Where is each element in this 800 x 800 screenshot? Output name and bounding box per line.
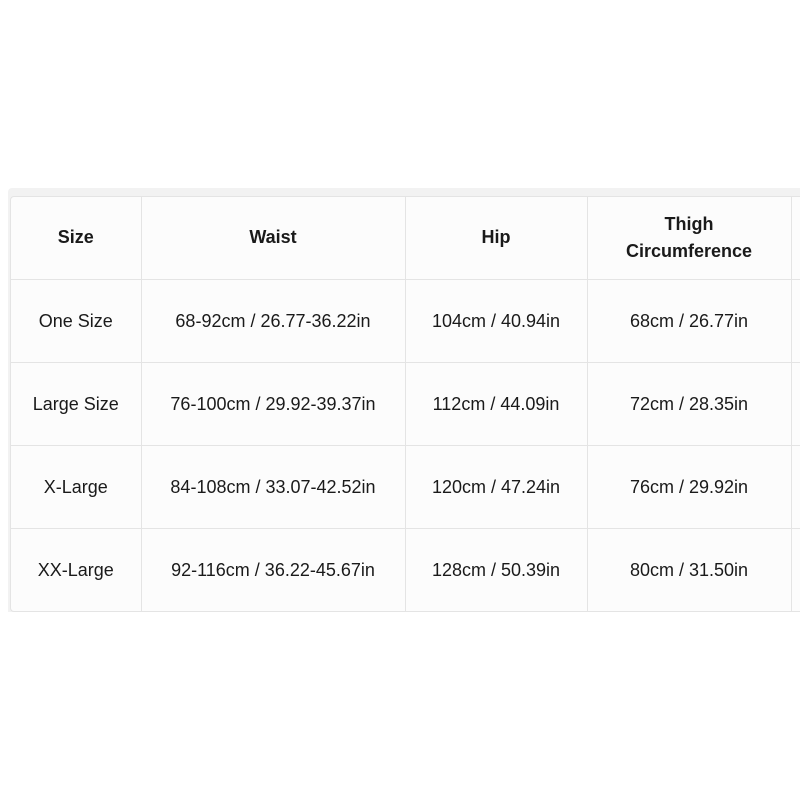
header-size: Size <box>11 197 141 279</box>
cell-size: XX-Large <box>11 528 141 611</box>
table-row <box>11 445 800 528</box>
table-row <box>11 362 800 445</box>
cell-overflow <box>791 279 800 362</box>
cell-waist: 84-108cm / 33.07-42.52in <box>141 445 405 528</box>
cell-waist: 68-92cm / 26.77-36.22in <box>141 279 405 362</box>
cell-thigh: 80cm / 31.50in <box>587 528 791 611</box>
cell-hip: 128cm / 50.39in <box>405 528 587 611</box>
cell-hip: 112cm / 44.09in <box>405 362 587 445</box>
header-waist: Waist <box>141 197 405 279</box>
size-chart-frame <box>8 188 800 612</box>
size-chart-container <box>10 196 800 612</box>
cell-thigh: 68cm / 26.77in <box>587 279 791 362</box>
table-row <box>11 279 800 362</box>
cell-size: X-Large <box>11 445 141 528</box>
cell-overflow <box>791 362 800 445</box>
cell-hip: 120cm / 47.24in <box>405 445 587 528</box>
size-chart-table <box>11 197 800 611</box>
header-hip: Hip <box>405 197 587 279</box>
cell-thigh: 72cm / 28.35in <box>587 362 791 445</box>
cell-overflow <box>791 445 800 528</box>
header-thigh-line1: Thigh <box>664 213 714 234</box>
cell-thigh: 76cm / 29.92in <box>587 445 791 528</box>
table-row <box>11 528 800 611</box>
cell-overflow <box>791 528 800 611</box>
cell-size: Large Size <box>11 362 141 445</box>
cell-waist: 92-116cm / 36.22-45.67in <box>141 528 405 611</box>
cell-hip: 104cm / 40.94in <box>405 279 587 362</box>
header-overflow-cell <box>791 197 800 279</box>
header-thigh-line2: Circumference <box>625 240 753 261</box>
header-thigh-circumference <box>587 197 791 279</box>
cell-waist: 76-100cm / 29.92-39.37in <box>141 362 405 445</box>
cell-size: One Size <box>11 279 141 362</box>
table-header-row <box>11 197 800 279</box>
